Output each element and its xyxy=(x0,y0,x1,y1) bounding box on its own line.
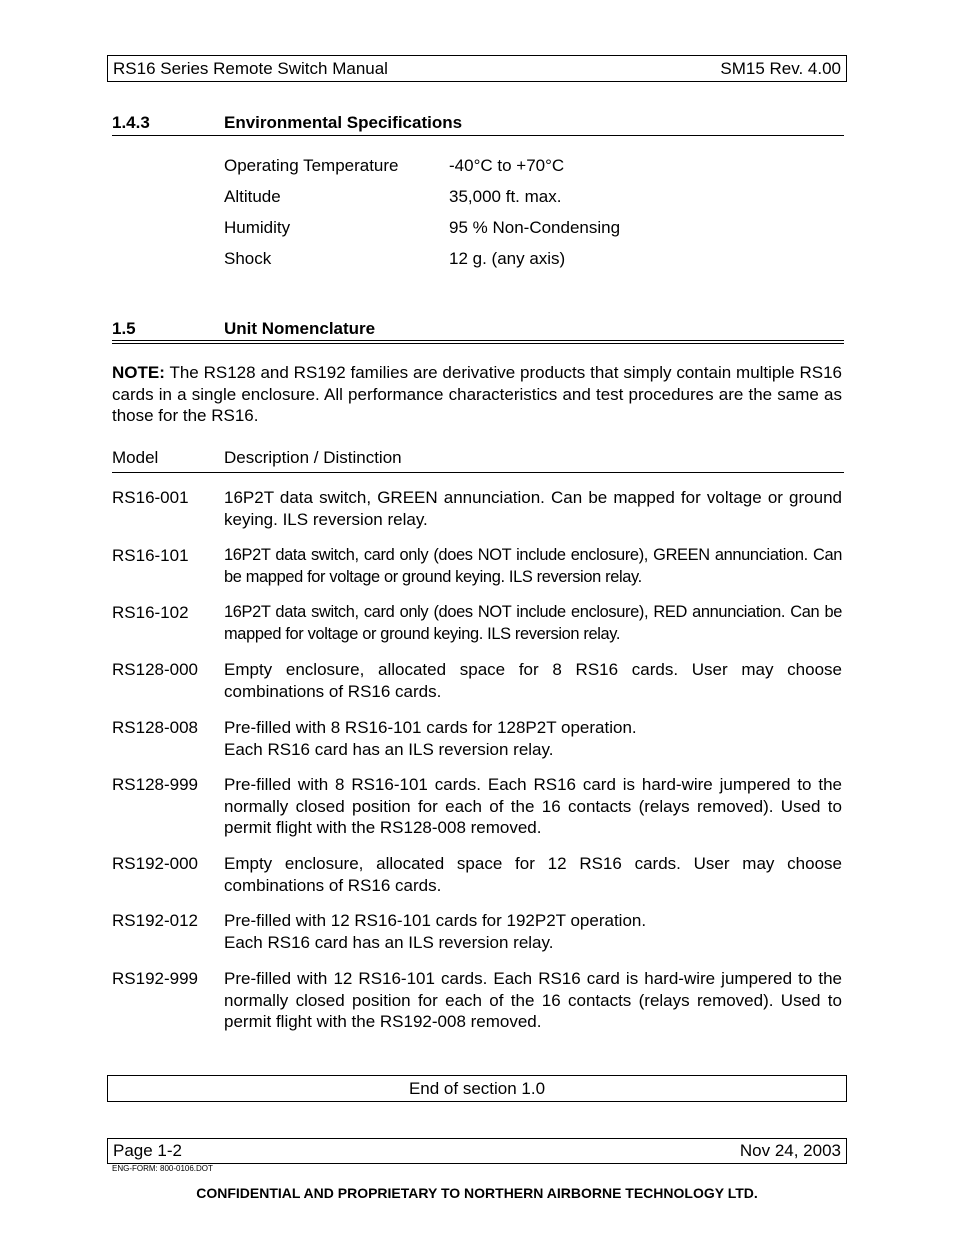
section-number: 1.5 xyxy=(112,319,136,338)
column-header-description: Description / Distinction xyxy=(224,448,402,467)
section-title: Environmental Specifications xyxy=(224,113,463,132)
confidential-notice: CONFIDENTIAL AND PROPRIETARY TO NORTHERN AIRBORNE TECHNOLOGY LTD. xyxy=(196,1185,758,1201)
section-rule xyxy=(112,135,844,136)
model-description: Pre-filled with 12 RS16-101 cards. Each RS16 card is hard-wire jumpered to the normally closed position for each of the 16 contacts (relays removed). Used to permit flight with the RS192-008 removed. xyxy=(224,969,842,1031)
model-code: RS128-000 xyxy=(112,660,199,679)
manual-revision: SM15 Rev. 4.00 xyxy=(720,59,841,78)
form-id: ENG-FORM: 800-0106.DOT xyxy=(112,1164,213,1173)
section-title: Unit Nomenclature xyxy=(224,319,376,338)
model-code: RS16-001 xyxy=(112,488,189,507)
model-description: 16P2T data switch, GREEN annunciation. Can be mapped for voltage or ground keying. ILS reversion relay. xyxy=(224,488,842,529)
note-text: The RS128 and RS192 families are derivative products that simply contain multiple RS16 cards in a single enclosure. All performance characteristics and test procedures are the same as those for the RS16. xyxy=(112,363,842,425)
note-label: NOTE: xyxy=(112,363,165,382)
spec-value: 95 % Non-Condensing xyxy=(449,218,621,237)
spec-value: 35,000 ft. max. xyxy=(449,187,562,206)
spec-label: Operating Temperature xyxy=(224,156,399,175)
end-of-section-text: End of section 1.0 xyxy=(408,1079,546,1098)
model-code: RS192-000 xyxy=(112,854,199,873)
model-description: Pre-filled with 8 RS16-101 cards. Each RS16 card is hard-wire jumpered to the normally closed position for each of the 16 contacts (relays removed). Used to permit flight with the RS128-008 removed. xyxy=(224,775,842,837)
model-code: RS192-012 xyxy=(112,911,199,930)
spec-label: Altitude xyxy=(224,187,281,206)
end-of-section-box xyxy=(107,1075,847,1102)
page-number: Page 1-2 xyxy=(113,1141,182,1160)
model-description: Empty enclosure, allocated space for 8 RS16 cards. User may choose combinations of RS16 cards. xyxy=(224,660,842,701)
manual-title: RS16 Series Remote Switch Manual xyxy=(113,59,388,78)
spec-value: 12 g. (any axis) xyxy=(449,249,566,268)
page-date: Nov 24, 2003 xyxy=(739,1141,841,1160)
model-description: 16P2T data switch, card only (does NOT include enclosure), GREEN annunciation. Can be mapped for voltage or ground keying. ILS reversion relay. xyxy=(224,546,842,586)
model-code: RS192-999 xyxy=(112,969,199,988)
model-description: Pre-filled with 12 RS16-101 cards for 192P2T operation. Each RS16 card has an ILS reversion relay. xyxy=(224,911,647,952)
table-header-rule xyxy=(112,472,844,473)
section-rule xyxy=(112,340,844,341)
model-description: Pre-filled with 8 RS16-101 cards for 128P2T operation. Each RS16 card has an ILS reversion relay. xyxy=(224,718,637,759)
page-header xyxy=(107,55,847,82)
section-rule-double xyxy=(112,343,844,344)
model-description: Empty enclosure, allocated space for 12 RS16 cards. User may choose combinations of RS16 cards. xyxy=(224,854,842,895)
spec-value: -40°C to +70°C xyxy=(449,156,565,175)
model-code: RS128-999 xyxy=(112,775,199,794)
spec-label: Shock xyxy=(224,249,272,268)
column-header-model: Model xyxy=(112,448,159,467)
model-code: RS128-008 xyxy=(112,718,199,737)
spec-label: Humidity xyxy=(224,218,291,237)
model-code: RS16-101 xyxy=(112,546,189,565)
page-footer xyxy=(107,1138,847,1164)
section-number: 1.4.3 xyxy=(112,113,150,132)
note-paragraph xyxy=(112,362,842,427)
model-description: 16P2T data switch, card only (does NOT include enclosure), RED annunciation. Can be mapped for voltage or ground keying. ILS reversion relay. xyxy=(224,603,842,643)
model-code: RS16-102 xyxy=(112,603,189,622)
